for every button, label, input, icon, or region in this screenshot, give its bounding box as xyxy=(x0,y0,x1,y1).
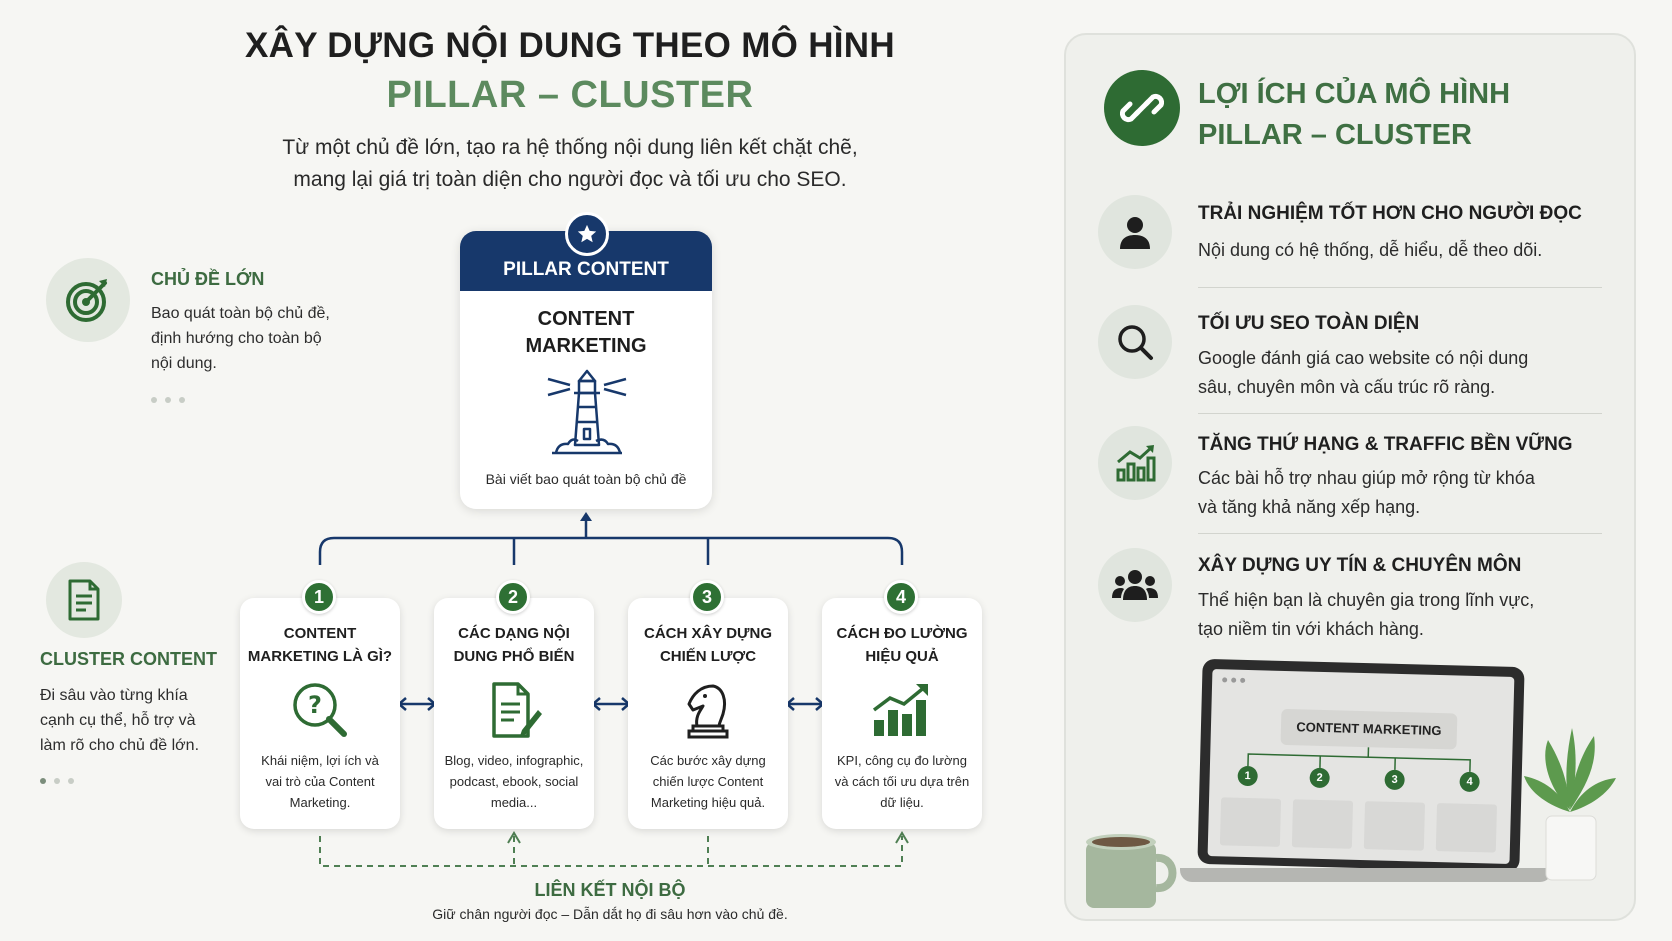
chess-knight-icon xyxy=(683,680,733,745)
cluster-title-line: HIỆU QUẢ xyxy=(865,648,939,665)
cluster-title-line: CÁCH ĐO LƯỜNG xyxy=(836,625,968,642)
page-title: XÂY DỰNG NỘI DUNG THEO MÔ HÌNH xyxy=(245,26,895,65)
legend-line: làm rõ cho chủ đề lớn. xyxy=(40,737,200,754)
cluster-title-line: CONTENT xyxy=(283,625,357,642)
laptop-card xyxy=(1220,797,1281,847)
cluster-number-badge: 3 xyxy=(690,580,724,614)
legend-line: định hướng cho toàn bộ xyxy=(151,330,322,347)
cluster-title xyxy=(246,622,394,668)
pillar-topic-line: MARKETING xyxy=(525,335,647,357)
subtitle-line: Từ một chủ đề lớn, tạo ra hệ thống nội dung liên kết chặt chẽ, xyxy=(282,136,858,159)
cluster-desc-line: Blog, video, infographic, xyxy=(444,753,584,768)
mug-illustration xyxy=(1080,826,1190,916)
benefit-text xyxy=(1198,236,1542,265)
cluster-desc-line: Khái niệm, lợi ích và xyxy=(261,753,379,768)
legend-cluster-title: CLUSTER CONTENT xyxy=(40,649,217,669)
chart-up-icon xyxy=(1098,426,1172,500)
cluster-desc-line: vai trò của Content xyxy=(265,774,375,789)
star-icon xyxy=(565,212,609,256)
laptop-card xyxy=(1364,801,1425,851)
divider xyxy=(1198,533,1602,534)
cluster-desc xyxy=(442,750,586,813)
document-pen-icon xyxy=(484,680,544,745)
laptop-screen-label: CONTENT MARKETING xyxy=(1281,709,1458,750)
benefit-text-line: Các bài hỗ trợ nhau giúp mở rộng từ khóa xyxy=(1198,468,1535,488)
benefit-text xyxy=(1198,586,1534,644)
group-icon xyxy=(1098,548,1172,622)
cluster-number-badge: 2 xyxy=(496,580,530,614)
cluster-desc xyxy=(636,750,780,813)
window-dots xyxy=(1222,677,1245,683)
pillar-note: Bài viết bao quát toàn bộ chủ đề xyxy=(485,471,687,487)
svg-text:?: ? xyxy=(308,691,322,719)
cluster-number-badge: 4 xyxy=(884,580,918,614)
legend-line: Đi sâu vào từng khía xyxy=(40,687,188,704)
benefits-title xyxy=(1198,74,1510,156)
cluster-card-1[interactable] xyxy=(240,598,400,829)
page-title-model: PILLAR – CLUSTER xyxy=(386,74,754,116)
cluster-desc-line: podcast, ebook, social xyxy=(449,774,579,789)
cluster-desc-line: Marketing hiệu quả. xyxy=(650,795,766,810)
laptop-badge: 1 xyxy=(1237,766,1258,787)
divider xyxy=(1198,413,1602,414)
cluster-desc-line: Marketing. xyxy=(289,795,351,810)
laptop-badge: 4 xyxy=(1459,772,1480,793)
benefit-text-line: Google đánh giá cao website có nội dung xyxy=(1198,348,1529,368)
plant-illustration xyxy=(1520,720,1620,890)
subtitle-line: mang lại giá trị toàn diện cho người đọc và tối ưu cho SEO. xyxy=(293,168,847,191)
bar-chart-growth-icon xyxy=(870,680,934,745)
cluster-desc-line: KPI, công cụ đo lường xyxy=(837,753,967,768)
divider xyxy=(1198,287,1602,288)
pillar-card[interactable] xyxy=(460,231,712,509)
benefit-text-line: Nội dung có hệ thống, dễ hiểu, dễ theo dõi. xyxy=(1198,240,1543,260)
benefit-text xyxy=(1198,464,1535,522)
cluster-title-line: CÁC DẠNG NỘI xyxy=(458,625,570,642)
benefits-title-line: LỢI ÍCH CỦA MÔ HÌNH xyxy=(1198,78,1511,110)
benefit-title: TĂNG THỨ HẠNG & TRAFFIC BỀN VỮNG xyxy=(1198,434,1573,455)
benefit-text xyxy=(1198,344,1528,402)
cluster-title-line: CÁCH XÂY DỰNG xyxy=(643,625,772,642)
question-magnifier-icon xyxy=(290,680,350,745)
search-icon xyxy=(1098,305,1172,379)
user-icon xyxy=(1098,195,1172,269)
benefit-text-line: Thể hiện bạn là chuyên gia trong lĩnh vực, xyxy=(1198,590,1535,610)
cluster-card-2[interactable] xyxy=(434,598,594,829)
laptop-illustration xyxy=(1197,659,1524,872)
benefit-title: XÂY DỰNG UY TÍN & CHUYÊN MÔN xyxy=(1198,555,1522,576)
pillar-header: PILLAR CONTENT xyxy=(460,231,712,291)
cluster-title-line: MARKETING LÀ GÌ? xyxy=(247,648,393,665)
cluster-card-4[interactable] xyxy=(822,598,982,829)
cluster-desc-line: chiến lược Content xyxy=(652,774,764,789)
pillar-topic xyxy=(460,306,712,360)
cluster-title xyxy=(634,622,782,668)
cluster-title-line: CHIẾN LƯỢC xyxy=(659,648,757,665)
benefit-text-line: sâu, chuyên môn và cấu trúc rõ ràng. xyxy=(1198,377,1496,397)
link-icon xyxy=(1104,70,1180,146)
cluster-card-3[interactable] xyxy=(628,598,788,829)
laptop-badge: 2 xyxy=(1309,768,1330,789)
legend-line: Bao quát toàn bộ chủ đề, xyxy=(151,305,330,322)
internal-links-title: LIÊN KẾT NỘI BỘ xyxy=(534,880,686,900)
cluster-title xyxy=(828,622,976,668)
benefits-title-line: PILLAR – CLUSTER xyxy=(1198,119,1472,151)
cluster-title-line: DUNG PHỔ BIẾN xyxy=(453,648,575,665)
internal-links-subtitle: Giữ chân người đọc – Dẫn dắt họ đi sâu hơn vào chủ đề. xyxy=(432,906,788,922)
legend-line: cạnh cụ thể, hỗ trợ và xyxy=(40,712,196,729)
laptop-card xyxy=(1292,799,1353,849)
legend-pillar-title: CHỦ ĐỀ LỚN xyxy=(151,269,265,289)
legend-line: nội dung. xyxy=(151,355,217,372)
benefit-text-line: và tăng khả năng xếp hạng. xyxy=(1198,497,1421,517)
pillar-topic-line: CONTENT xyxy=(537,308,635,330)
cluster-desc-line: Các bước xây dựng xyxy=(650,753,766,768)
cluster-desc-line: dữ liệu. xyxy=(880,795,924,810)
cluster-desc xyxy=(830,750,974,813)
benefit-title: TRẢI NGHIỆM TỐT HƠN CHO NGƯỜI ĐỌC xyxy=(1198,203,1582,224)
laptop-badge: 3 xyxy=(1384,770,1405,791)
cluster-title xyxy=(440,622,588,668)
lighthouse-icon xyxy=(544,367,630,462)
benefit-text-line: tạo niềm tin với khách hàng. xyxy=(1198,619,1424,639)
laptop-base xyxy=(1180,868,1552,882)
cluster-desc-line: và cách tối ưu dựa trên xyxy=(834,774,970,789)
cluster-number-badge: 1 xyxy=(302,580,336,614)
cluster-desc-line: media... xyxy=(490,795,538,810)
cluster-desc xyxy=(248,750,392,813)
laptop-card xyxy=(1436,803,1497,853)
benefit-title: TỐI ƯU SEO TOÀN DIỆN xyxy=(1198,313,1420,334)
